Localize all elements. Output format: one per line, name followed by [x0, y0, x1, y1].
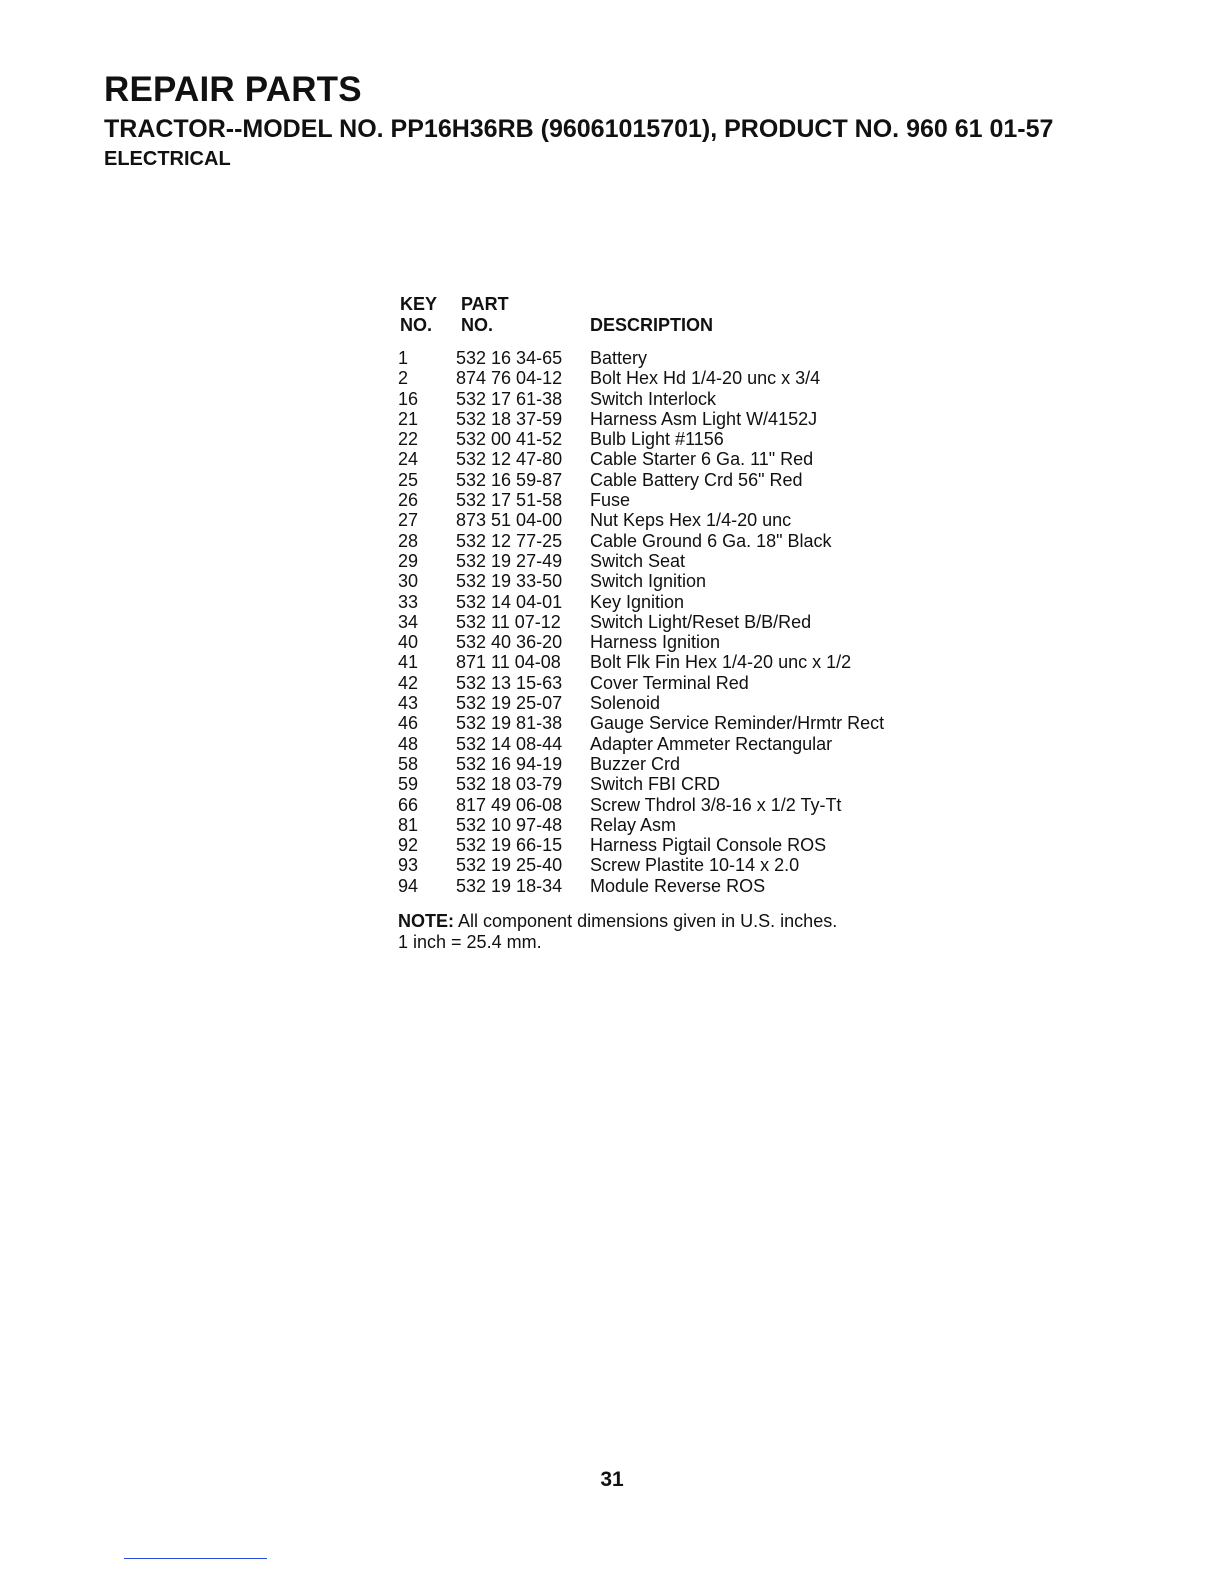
part-no-cell: 532 19 66-15: [456, 835, 563, 856]
key-no-cell: 25: [398, 469, 419, 490]
note-text: All component dimensions given in U.S. inches.: [454, 911, 838, 931]
table-row: [398, 855, 958, 875]
table-row: [398, 368, 958, 388]
part-no-cell: 871 11 04-08: [456, 652, 561, 673]
table-row: [398, 815, 958, 835]
key-no-cell: 30: [398, 571, 419, 592]
description-cell: Screw Thdrol 3/8-16 x 1/2 Ty-Tt: [590, 794, 842, 815]
key-no-cell: 34: [398, 611, 419, 632]
key-no-cell: 21: [398, 408, 419, 429]
key-no-cell: 29: [398, 550, 419, 571]
table-row: [398, 876, 958, 896]
description-cell: Switch Seat: [590, 550, 686, 571]
part-no-cell: 532 18 37-59: [456, 408, 563, 429]
description-cell: Switch Ignition: [590, 571, 707, 592]
part-no-cell: 532 19 25-07: [456, 693, 563, 714]
part-no-cell: 532 19 18-34: [456, 875, 563, 896]
note-line-1: [398, 911, 837, 932]
part-no-cell: 532 12 47-80: [456, 449, 563, 470]
table-row: [398, 673, 958, 693]
description-cell: Cover Terminal Red: [590, 672, 749, 693]
table-row: [398, 693, 958, 713]
description-cell: Switch Light/Reset B/B/Red: [590, 611, 812, 632]
part-no-cell: 532 11 07-12: [456, 611, 561, 632]
description-cell: Buzzer Crd: [590, 753, 681, 774]
description-cell: Battery: [590, 348, 648, 368]
description-cell: Bulb Light #1156: [590, 429, 724, 450]
part-no-cell: 817 49 06-08: [456, 794, 563, 815]
table-row: [398, 510, 958, 530]
description-cell: Fuse: [590, 490, 631, 511]
description-cell: Harness Pigtail Console ROS: [590, 835, 827, 856]
key-no-cell: 58: [398, 753, 419, 774]
key-no-cell: 33: [398, 591, 419, 612]
description-cell: Cable Battery Crd 56" Red: [590, 469, 803, 490]
key-no-cell: 42: [398, 672, 419, 693]
part-no-cell: 532 18 03-79: [456, 774, 563, 795]
note-block: [398, 911, 837, 953]
description-cell: Relay Asm: [590, 814, 677, 835]
key-no-cell: 40: [398, 632, 419, 653]
part-no-cell: 532 10 97-48: [456, 814, 563, 835]
part-no-cell: 874 76 04-12: [456, 368, 563, 389]
description-cell: Cable Starter 6 Ga. 11" Red: [590, 449, 814, 470]
part-no-cell: 532 19 27-49: [456, 550, 563, 571]
key-no-cell: 41: [398, 652, 419, 673]
key-no-cell: 27: [398, 510, 419, 531]
table-row: [398, 632, 958, 652]
part-no-cell: 532 14 08-44: [456, 733, 563, 754]
part-no-cell: 532 17 51-58: [456, 490, 563, 511]
part-no-cell: 532 19 25-40: [456, 855, 563, 876]
description-cell: Cable Ground 6 Ga. 18" Black: [590, 530, 832, 551]
key-no-cell: 16: [398, 388, 419, 409]
part-no-cell: 532 00 41-52: [456, 429, 563, 450]
page-title: REPAIR PARTS: [104, 70, 362, 109]
part-no-cell: 532 14 04-01: [456, 591, 563, 612]
table-row: [398, 551, 958, 571]
part-no-header: [461, 294, 509, 336]
description-cell: Harness Ignition: [590, 632, 721, 653]
part-no-cell: 532 12 77-25: [456, 530, 563, 551]
page-header: [104, 70, 1204, 171]
key-no-cell: 1: [398, 348, 409, 368]
table-row: [398, 409, 958, 429]
part-header-line1: PART: [461, 294, 509, 314]
table-row: [398, 734, 958, 754]
table-row: [398, 835, 958, 855]
table-row: [398, 612, 958, 632]
description-cell: Switch Interlock: [590, 388, 717, 409]
key-no-cell: 26: [398, 490, 419, 511]
part-no-cell: 532 40 36-20: [456, 632, 563, 653]
table-row: [398, 774, 958, 794]
table-row: [398, 490, 958, 510]
description-cell: Solenoid: [590, 693, 661, 714]
table-row: [398, 470, 958, 490]
key-no-cell: 94: [398, 875, 419, 896]
key-no-cell: 81: [398, 814, 419, 835]
part-no-cell: 873 51 04-00: [456, 510, 563, 531]
description-cell: Adapter Ammeter Rectangular: [590, 733, 833, 754]
page-number: 31: [600, 1468, 624, 1491]
parts-table-header: [398, 294, 958, 342]
key-no-header: [400, 294, 437, 336]
part-no-cell: 532 17 61-38: [456, 388, 563, 409]
parts-table: [398, 294, 958, 896]
key-no-cell: 28: [398, 530, 419, 551]
key-no-cell: 46: [398, 713, 419, 734]
description-cell: Gauge Service Reminder/Hrmtr Rect: [590, 713, 885, 734]
table-row: [398, 531, 958, 551]
section-heading: ELECTRICAL: [104, 148, 231, 170]
description-cell: Nut Keps Hex 1/4-20 unc: [590, 510, 792, 531]
table-row: [398, 348, 958, 368]
key-header-line2: NO.: [400, 315, 433, 335]
description-cell: Bolt Flk Fin Hex 1/4-20 unc x 1/2: [590, 652, 852, 673]
table-row: [398, 592, 958, 612]
description-header: DESCRIPTION: [590, 315, 714, 335]
description-cell: Module Reverse ROS: [590, 875, 766, 896]
part-no-cell: 532 16 59-87: [456, 469, 563, 490]
table-row: [398, 389, 958, 409]
model-subtitle: TRACTOR--MODEL NO. PP16H36RB (96061015701), PRODUCT NO. 960 61 01-57: [104, 115, 1054, 143]
description-cell: Switch FBI CRD: [590, 774, 721, 795]
key-no-cell: 92: [398, 835, 419, 856]
key-no-cell: 66: [398, 794, 419, 815]
description-cell: Key Ignition: [590, 591, 685, 612]
note-label: NOTE:: [398, 911, 454, 931]
description-cell: Bolt Hex Hd 1/4-20 unc x 3/4: [590, 368, 821, 389]
footer-rule: [124, 1558, 267, 1559]
description-cell: Harness Asm Light W/4152J: [590, 408, 818, 429]
key-no-cell: 2: [398, 368, 409, 389]
part-no-cell: 532 13 15-63: [456, 672, 563, 693]
part-no-cell: 532 19 81-38: [456, 713, 563, 734]
table-row: [398, 652, 958, 672]
key-header-line1: KEY: [400, 294, 438, 314]
table-row: [398, 429, 958, 449]
key-no-cell: 48: [398, 733, 419, 754]
part-no-cell: 532 16 94-19: [456, 753, 563, 774]
key-no-cell: 24: [398, 449, 419, 470]
part-no-cell: 532 16 34-65: [456, 348, 563, 368]
key-no-cell: 43: [398, 693, 419, 714]
key-no-cell: 93: [398, 855, 419, 876]
table-row: [398, 449, 958, 469]
description-cell: Screw Plastite 10-14 x 2.0: [590, 855, 800, 876]
table-row: [398, 713, 958, 733]
part-header-line2: NO.: [461, 315, 494, 335]
table-row: [398, 795, 958, 815]
part-no-cell: 532 19 33-50: [456, 571, 563, 592]
table-row: [398, 571, 958, 591]
table-row: [398, 754, 958, 774]
note-line-2: 1 inch = 25.4 mm.: [398, 932, 542, 952]
parts-list: [398, 348, 958, 896]
key-no-cell: 22: [398, 429, 419, 450]
key-no-cell: 59: [398, 774, 419, 795]
